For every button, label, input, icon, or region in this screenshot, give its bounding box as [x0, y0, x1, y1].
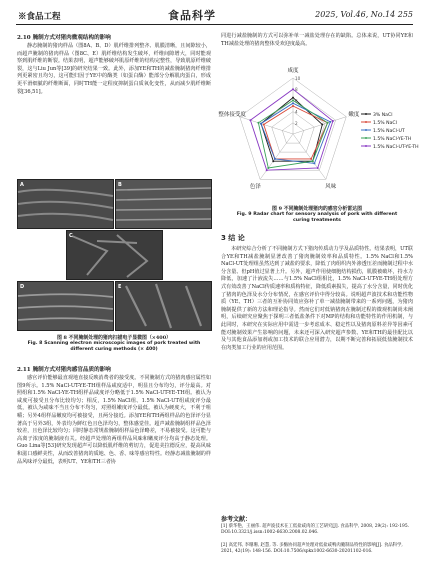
radar-point [332, 120, 334, 122]
legend-label: 3% NaCl [373, 112, 393, 118]
sem-panel-c [66, 230, 163, 280]
radar-tick-label: 8 [295, 87, 298, 93]
sem-panel-b [115, 179, 212, 229]
section-3-heading: 3 结 论 [221, 234, 245, 242]
panel-label-c: C [69, 233, 73, 239]
radar-chart [218, 56, 419, 204]
radar-point [321, 124, 323, 126]
radar-point [317, 167, 319, 169]
section-2-11-heading: 2.11 腌制方式对猪肉感官品质的影响 [17, 367, 111, 373]
radar-point [272, 160, 274, 162]
legend-label: 1.5% NaCl [373, 120, 397, 126]
radar-tick-label: 4 [295, 109, 298, 115]
figure-8-caption-en-line2: different curing methods (× 400) [70, 347, 158, 352]
section-2-10-heading: 2.10 腌制方式对猪肉微观结构的影响 [17, 35, 111, 41]
radar-point [292, 97, 294, 99]
radar-tick-label: 10 [295, 76, 301, 81]
radar-point [329, 121, 331, 123]
legend-marker [365, 137, 367, 139]
radar-axis-label: 色泽 [249, 183, 261, 190]
reference-item: [1] 蔡华艳，王丽伟. 超声波技术在工低盐咸肉的工艺研究[J]. 食品科学, 2008, 29(2): 192-195. DOI:10.3321/j.issn:1002-6630.2008.02.046. [221, 524, 410, 536]
sem-panel-a [17, 179, 114, 229]
legend-label: 1.5% NaCl-YE-TH [373, 136, 412, 142]
legend-marker [365, 113, 367, 115]
radar-point [260, 123, 262, 125]
journal-section-label: ※食品工程 [18, 12, 61, 22]
radar-axis-label: 咸度 [287, 68, 299, 74]
radar-point [310, 158, 312, 160]
legend-label: 1.5% NaCl-UT [373, 128, 405, 134]
radar-point [257, 122, 259, 124]
legend-marker [365, 121, 367, 123]
sem-texture-c [67, 231, 162, 279]
legend-marker [365, 145, 367, 147]
column2-continued-text: 同进行减盐腌制的方式可以弥补单一减盐处理存在的缺陷。总体来说，UT协同YE和TH减盐处理的猪肉整体受欢迎度最高。 [221, 33, 413, 47]
radar-point [292, 102, 294, 104]
figure-8-caption-cn: 图 8 不同腌制处理的猪肉扫描电子显微图（×400） [56, 335, 172, 341]
radar-tick-label: 2 [295, 120, 298, 126]
legend-label: 1.5% NaCl-UT-YE-TH [373, 144, 419, 150]
section-2-10-body: 静态腌制的猪肉样品（图8A、B、D）肌纤维排列整齐、肌膜清晰，且间隙较小，而超声腌制的猪肉样品（图8C、E）肌纤维结构发生破坏，纤维间隙增大，同时能观察到肌纤维的断裂。结果表明，超声能够破坏肌原纤维的结构完整性，导致肌原纤维破裂，这与Liu Jun等[39]的研究结果一致。此外，添加YE和TH的减盐腌制猪肉纤维排列更紧密且均匀，这可能归因于YE中的酶类（如蛋白酶）能部分分解肌肉蛋白，形成更平滑细腻的纤维断面，同时TH能一定程度抑制蛋白质氧化变性，从而减少肌纤维断裂[36,51]。 [17, 43, 211, 95]
radar-point [266, 169, 268, 171]
radar-point [249, 119, 251, 121]
sem-panel-d [17, 281, 114, 331]
radar-point [274, 158, 276, 160]
radar-spoke [260, 134, 293, 179]
radar-axis-label: 嫩度 [348, 112, 360, 119]
journal-title: 食品科学 [168, 9, 216, 22]
legend-marker [365, 129, 367, 131]
header-rule [16, 24, 413, 25]
reference-item: [2] 高廷邦, 李珊珊, 赵慧, 等. 多酶协同超声处理对低盐咸鸭肉腌制品特性的影响[J]. 食品科学, 2021, 42(19): 148-156. DOI:10.7506/spkx1002-6630-20201102-016. [221, 543, 403, 555]
section-3-body: 本研究综合分析了不同腌制方式下猪肉传质动力学及品质特性。结果表明，UT联合YE和TH减盐腌制显著改善了猪肉腌制效率和品质特性。1.5% NaCl和1.5% NaCl-UT处理组虽然达到了减盐的要求，降低了肉组织内外渗透压差而腌制过程中水分含量、但pH值过显著上升。另外，超声作用使细胞结构损伤，肌膜被破坏，持水力降低，加速了汁液流失……与1.5% NaCl组相比，1.5% NaCl-UT-YE-TH组处理方式有效改善了NaCl传质速率和质构特征，降低质素损失，提高了水分含量，同时优化了猪肉的色泽及水分分布情况，在感官评价中得分较高。说明超声波技术和功能性物质（YE、TH）三者的互补协同效应弥补了单一减盐腌制带来的一系列问题，为猪肉腌制提供了新的方法和理论指导。然而它们对低钠猪肉在腌制过程的微观机制尚未阐明，后续研究应聚焦于探明三者低盐条件下对MP的结构和功能特性的作用机制，与此同时，本研究在实际应用中需进一步考虑成本、稳定性以及猪肉原料差异等因素可能对腌制效果产生影响的问题，未来还可深入研究超声参数、YE和TH的最佳配比以及与其他食品添加剂或加工技术的联合应用潜力，以期不断完善和拓展低盐腌制技术在肉类加工行业的应用范围。 [221, 246, 413, 351]
section-2-11-body: 感官评价能够最直观地直接反映消费者的接受度。不同腌制方式的猪肉感官属性如图9所示。1.5% NaCl-UT-YE-TH组样品咸度适中，明显且分布均匀，评分最高。对照组和1.5% NaCl-YE-TH组样品咸度评分略低于1.5% NaCl-UT-YE-TH组。被认为咸度可接受且分布比较均匀；相反，1.5% NaCl组、1.5% NaCl-UT组咸度评分最低，被认为咸味不当且分布不均匀，对照组嫩度评分最低。被认为硬度大，不利于咀嚼；另外4组样品嫩度均可被接受，且两分接近。添加YE和TH两组样品的色泽评分显著高于另外3组，外表均为鲜红色且色泽均匀，整体感觉佳。超声减盐腌制组样品色泽较差，且色泽比较均匀；同时静态常规盐腌制组样品色泽略差，不易被接受。这可能与高离子浓度的腌制液有关。经超声处理的两组样品风味和嫩度评分均高于静态处理。Guo Lina等[53]研究发现超声可以降低肌纤维的剪切力，促进美拉德反应，提高风味和滋口感鲜美性，从而改善猪肉的质地、色、香、味等感官特性。经静态减盐腌制的样品风味评分最低，表明UT、YE和TH三者协 [17, 375, 211, 465]
volume-page-info: 2025, Vol.46, No.14 255 [315, 10, 413, 19]
figure-8 [17, 179, 211, 331]
panel-label-a: A [20, 182, 24, 188]
radar-axis-label: 风味 [325, 183, 337, 190]
radar-point [292, 88, 294, 90]
panel-label-b: B [118, 182, 122, 188]
radar-point [327, 122, 329, 124]
figure-9-caption-en-line1: Fig. 9 Radar chart for sensory analysis of pork with different [236, 212, 398, 217]
radar-point [292, 99, 294, 101]
radar-point [313, 162, 315, 164]
radar-point [263, 124, 265, 126]
sem-texture-a [18, 180, 113, 228]
panel-label-e: E [118, 284, 122, 290]
panel-label-d: D [20, 284, 25, 290]
figure-9-caption-en-line2: curing treatments [293, 218, 341, 223]
sem-panel-e [115, 281, 212, 331]
radar-point [292, 105, 294, 107]
sem-texture-d [18, 282, 113, 330]
sem-texture-e [116, 282, 211, 330]
radar-point [312, 160, 314, 162]
references-title: 参考文献： [221, 516, 252, 523]
figure-8-caption-en-line1: Fig. 8 Scanning electron microscopic images of pork treated with [27, 341, 201, 346]
radar-axis-label: 整体接受度 [218, 112, 246, 119]
figure-9-caption-cn: 图 9 不同腌制处理猪肉的感官分析雷达图 [272, 206, 362, 212]
radar-tick-label: 6 [295, 98, 298, 104]
radar-point [267, 167, 269, 169]
sem-texture-b [116, 180, 211, 228]
